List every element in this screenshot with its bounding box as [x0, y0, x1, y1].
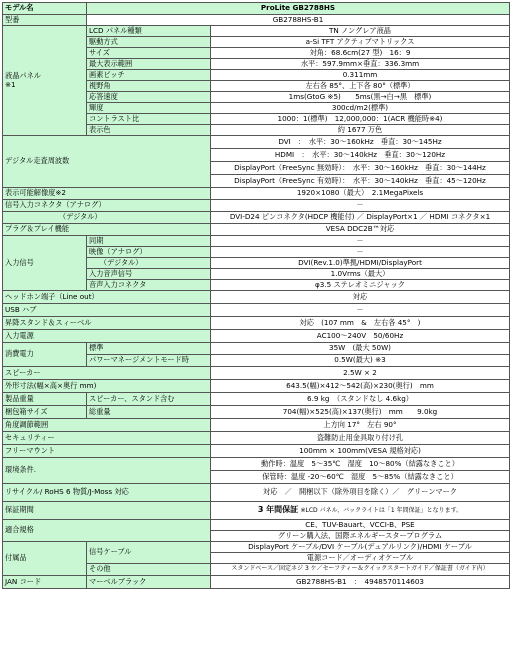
- connector-analog-row: [3, 200, 510, 212]
- accessories-row: [3, 542, 510, 553]
- lcd-sub-value: 約 1677 万色: [211, 125, 510, 136]
- lcd-sub-label: 応答速度: [87, 92, 211, 103]
- lcd-sub-value: 0.311mm: [211, 70, 510, 81]
- input-sub-label: 入力音声信号: [87, 269, 211, 280]
- plug-play-label: プラグ＆プレイ機能: [3, 224, 211, 236]
- mount-label: フリーマウント: [3, 445, 211, 458]
- weight-row: [3, 393, 510, 406]
- warranty-row: [3, 502, 510, 520]
- accessories-sub-label: その他: [87, 564, 211, 576]
- lcd-sub-value: TN ノングレア液晶: [211, 26, 510, 37]
- warranty-cell: [211, 502, 510, 520]
- resolution-row: [3, 188, 510, 200]
- input-sub-value: －: [211, 236, 510, 247]
- lcd-category: [3, 26, 87, 136]
- usb-label: USB ハブ: [3, 304, 211, 317]
- box-label: 梱包箱サイズ: [3, 406, 87, 419]
- power-sub-value: 0.5W(最大) ※3: [211, 355, 510, 367]
- stand-value: 対応 (107 mm & 左右各 45° ): [211, 317, 510, 330]
- power-input-label: 入力電源: [3, 330, 211, 343]
- input-sub-value: φ3.5 ステレオミニジャック: [211, 280, 510, 291]
- box-value: 704(幅)×525(高)×137(奥行) mm 9.0kg: [211, 406, 510, 419]
- input-sub-label: 映像（アナログ）: [87, 247, 211, 258]
- standards-label: 適合規格: [3, 520, 211, 542]
- speaker-row: [3, 367, 510, 380]
- headphone-value: 対応: [211, 291, 510, 304]
- environment-value: 保管時：温度 -20～60℃ 湿度 5～85%（結露なきこと）: [211, 471, 510, 484]
- connector-digital-value: DVI-D24 ピンコネクタ(HDCP 機能付) ／ DisplayPort×1 ／ HDMI コネクタ×1: [211, 212, 510, 224]
- dimensions-row: [3, 380, 510, 393]
- lcd-sub-value: 1000：1(標準) 12,000,000：1(ACR 機能時※4): [211, 114, 510, 125]
- lcd-row: [3, 26, 510, 37]
- warranty-label: 保証期間: [3, 502, 211, 520]
- input-sub-value: 1.0Vrms（最大）: [211, 269, 510, 280]
- power-row: [3, 343, 510, 355]
- lcd-sub-value: 1ms(GtoG ※5) 5ms(黒→白→黒 標準): [211, 92, 510, 103]
- accessories-label: 付属品: [3, 542, 87, 576]
- lcd-sub-label: LCD パネル種類: [87, 26, 211, 37]
- headphone-row: [3, 291, 510, 304]
- lcd-sub-value: 左右各 85°、上下各 80°（標準）: [211, 81, 510, 92]
- resolution-label: 表示可能解像度※2: [3, 188, 211, 200]
- lcd-sub-label: 画素ピッチ: [87, 70, 211, 81]
- connector-analog-value: －: [211, 200, 510, 212]
- lcd-sub-label: 輝度: [87, 103, 211, 114]
- lcd-sub-value: a-Si TFT アクティブマトリックス: [211, 37, 510, 48]
- environment-label: 環境条件.: [3, 458, 211, 484]
- dimensions-value: 643.5(幅)×412～542(高)×230(奥行) mm: [211, 380, 510, 393]
- box-row: [3, 406, 510, 419]
- stand-row: [3, 317, 510, 330]
- security-label: セキュリティー: [3, 432, 211, 445]
- model-type-row: [3, 15, 510, 26]
- scan-value: DVI ： 水平：30～160kHz 垂直：30～145Hz: [211, 136, 510, 149]
- resolution-value: 1920×1080（最大） 2.1MegaPixels: [211, 188, 510, 200]
- scan-value: DisplayPort（FreeSync 有効時）： 水平：30～140kHz 垂直：45～120Hz: [211, 175, 510, 188]
- speaker-label: スピーカー: [3, 367, 211, 380]
- headphone-label: ヘッドホン端子（Line out）: [3, 291, 211, 304]
- tilt-row: [3, 419, 510, 432]
- connector-digital-row: [3, 212, 510, 224]
- input-sub-value: DVI(Rev.1.0)準拠/HDMI/DisplayPort: [211, 258, 510, 269]
- model-type-label: 型番: [3, 15, 87, 26]
- power-label: 消費電力: [3, 343, 87, 367]
- power-sub-label: パワーマネージメントモード時: [87, 355, 211, 367]
- tilt-label: 角度調節範囲: [3, 419, 211, 432]
- input-signal-label: 入力信号: [3, 236, 87, 291]
- lcd-sub-value: 対角：68.6cm(27 型) 16：9: [211, 48, 510, 59]
- warranty-value: 3 年間保証: [257, 505, 299, 515]
- power-input-row: [3, 330, 510, 343]
- jan-row: [3, 576, 510, 589]
- input-sub-label: 音声入力コネクタ: [87, 280, 211, 291]
- accessories-value: 電源コード／オーディオケーブル: [211, 553, 510, 564]
- scan-row: [3, 136, 510, 149]
- mount-value: 100mm × 100mm(VESA 規格対応): [211, 445, 510, 458]
- model-type-value: GB2788HS-B1: [87, 15, 510, 26]
- jan-sublabel: マーベルブラック: [87, 576, 211, 589]
- standards-value: CE、TUV-Bauart、VCCI-B、PSE: [211, 520, 510, 531]
- weight-sublabel: スピーカー、スタンド含む: [87, 393, 211, 406]
- jan-value: GB2788HS-B1 ： 4948570114603: [211, 576, 510, 589]
- lcd-label: 液晶パネル: [5, 71, 41, 81]
- scan-value: DisplayPort（FreeSync 無効時）： 水平：30～160kHz 垂直：30～144Hz: [211, 162, 510, 175]
- speaker-value: 2.5W × 2: [211, 367, 510, 380]
- input-sub-label: 同期: [87, 236, 211, 247]
- warranty-note: ※LCD パネル、バックライトは「1 年間保証」となります。: [300, 507, 463, 515]
- accessories-value: スタンドベース／固定ネジ 3 ケ／セーフティー＆クイックスタートガイド／保証書（ガイド内）: [211, 564, 510, 576]
- stand-label: 昇降スタンド＆スィーベル: [3, 317, 211, 330]
- input-signal-row: [3, 236, 510, 247]
- scan-label: デジタル走査周波数: [3, 136, 211, 188]
- lcd-sub-label: 視野角: [87, 81, 211, 92]
- power-sub-label: 標準: [87, 343, 211, 355]
- model-name: ProLite GB2788HS: [87, 3, 510, 15]
- security-value: 盗難防止用金具取り付け孔: [211, 432, 510, 445]
- lcd-sub-value: 水平：597.9mm×垂直：336.3mm: [211, 59, 510, 70]
- recycle-label: リサイクル/ RoHS 6 物質/J-Moss 対応: [3, 484, 211, 502]
- scan-value: HDMI ： 水平：30～140kHz 垂直：30～120Hz: [211, 149, 510, 162]
- lcd-sub-label: サイズ: [87, 48, 211, 59]
- box-sublabel: 総重量: [87, 406, 211, 419]
- lcd-sub-label: コントラスト比: [87, 114, 211, 125]
- recycle-value: 対応 ／ 開梱以下（除外項目を除く）／ グリーンマーク: [211, 484, 510, 502]
- standards-row: [3, 520, 510, 531]
- lcd-sub-value: 300cd/m2(標準): [211, 103, 510, 114]
- plug-play-row: [3, 224, 510, 236]
- plug-play-value: VESA DDC2B™対応: [211, 224, 510, 236]
- lcd-sub-label: 最大表示範囲: [87, 59, 211, 70]
- tilt-value: 上方向 17° 左右 90°: [211, 419, 510, 432]
- input-sub-label: （デジタル）: [87, 258, 211, 269]
- weight-value: 6.9 kg （スタンドなし 4.6kg）: [211, 393, 510, 406]
- usb-row: [3, 304, 510, 317]
- accessories-value: DisplayPort ケーブル/DVI ケーブル(デュアルリンク)/HDMI ケーブル: [211, 542, 510, 553]
- header-row: [3, 3, 510, 15]
- spec-table: [2, 2, 510, 589]
- lcd-sub-label: 駆動方式: [87, 37, 211, 48]
- connector-analog-label: 信号入力コネクタ（アナログ）: [3, 200, 211, 212]
- environment-value: 動作時：温度 5～35℃ 湿度 10～80%（結露なきこと）: [211, 458, 510, 471]
- jan-label: JAN コード: [3, 576, 87, 589]
- power-input-value: AC100～240V 50/60Hz: [211, 330, 510, 343]
- mount-row: [3, 445, 510, 458]
- input-sub-value: －: [211, 247, 510, 258]
- weight-label: 製品重量: [3, 393, 87, 406]
- usb-value: －: [211, 304, 510, 317]
- lcd-note: ※1: [5, 79, 16, 89]
- connector-digital-label: （デジタル）: [3, 212, 211, 224]
- lcd-sub-label: 表示色: [87, 125, 211, 136]
- header-label: モデル名: [3, 3, 87, 15]
- standards-value: グリーン購入法、国際エネルギースタープログラム: [211, 531, 510, 542]
- dimensions-label: 外形寸法(幅×高×奥行 mm): [3, 380, 211, 393]
- security-row: [3, 432, 510, 445]
- accessories-sub-label: 信号ケーブル: [87, 542, 211, 564]
- power-sub-value: 35W (最大 50W): [211, 343, 510, 355]
- recycle-row: [3, 484, 510, 502]
- environment-row: [3, 458, 510, 471]
